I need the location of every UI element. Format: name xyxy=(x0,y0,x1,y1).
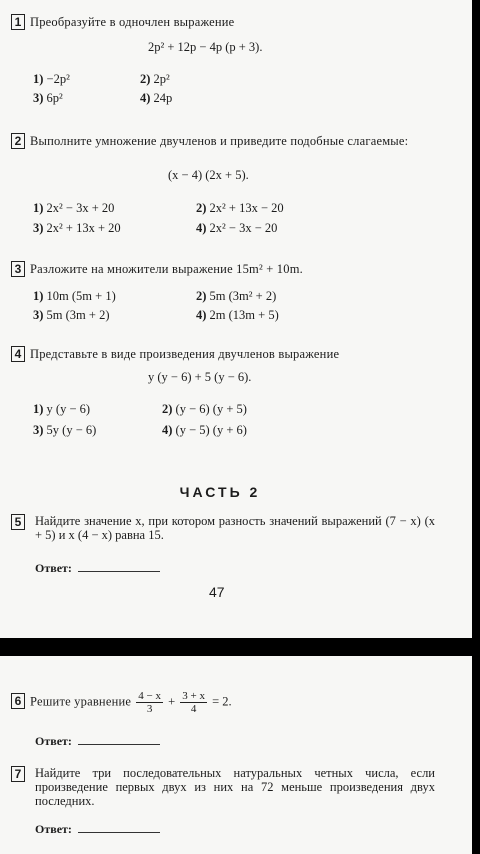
task-2-expression: (x − 4) (2x + 5). xyxy=(168,168,249,182)
task-number: 3 xyxy=(11,261,25,277)
task-text: Выполните умножение двучленов и приведите подобные слагаемые: xyxy=(30,134,409,148)
answer-field-7[interactable] xyxy=(35,822,160,837)
task-number: 1 xyxy=(11,14,25,30)
task-6: 6 Решите уравнение $\frac{4 - x}{3}$ + $\frac{3 + x}{4}$ = 2. xyxy=(11,690,232,715)
task-text: Решите уравнение xyxy=(30,694,132,709)
option-4: 4) 2x² − 3x − 20 xyxy=(196,221,278,235)
task-text: Представьте в виде произведения двучленов выражение xyxy=(30,347,340,361)
answer-field-6[interactable] xyxy=(35,734,160,749)
task-text: Разложите на множители выражение 15m² + 10m. xyxy=(30,262,303,276)
option-2: 2) (y − 6) (y + 5) xyxy=(162,402,247,416)
answer-line[interactable] xyxy=(78,571,160,572)
page-48 xyxy=(0,656,472,854)
option-3: 3) 5y (y − 6) xyxy=(33,423,97,437)
page-number: 47 xyxy=(209,584,225,600)
fraction-1: $\frac{4 - x}{3}$ xyxy=(138,690,161,715)
part-2-heading: ЧАСТЬ 2 xyxy=(179,484,261,500)
task-7-text: Найдите три последовательных натуральных четных числа, если произведение первых двух из них на 72 меньше произведения двух последних. xyxy=(35,766,435,808)
option-1: 1) y (y − 6) xyxy=(33,402,91,416)
answer-label: Ответ: xyxy=(35,734,72,748)
option-1: 1) −2p² xyxy=(33,72,70,86)
task-5-text: Найдите значение x, при котором разность значений выражений (7 − x) (x + 5) и x (4 − x) равна 15. xyxy=(35,514,435,542)
task-5-number xyxy=(11,514,30,530)
option-4: 4) 2m (13m + 5) xyxy=(196,308,279,322)
option-1: 1) 2x² − 3x + 20 xyxy=(33,201,115,215)
task-number: 7 xyxy=(11,766,25,782)
option-2: 2) 2x² + 13x − 20 xyxy=(196,201,284,215)
task-text: Преобразуйте в одночлен выражение xyxy=(30,15,235,29)
option-2: 2) 2p² xyxy=(140,72,170,86)
answer-field-5[interactable] xyxy=(35,561,160,576)
fraction-2: $\frac{3 + x}{4}$ xyxy=(182,690,205,715)
task-3 xyxy=(11,261,303,277)
task-2 xyxy=(11,133,431,149)
task-number: 5 xyxy=(11,514,25,530)
answer-line[interactable] xyxy=(78,744,160,745)
option-4: 4) 24p xyxy=(140,91,173,105)
option-3: 3) 2x² + 13x + 20 xyxy=(33,221,121,235)
option-4: 4) (y − 5) (y + 6) xyxy=(162,423,247,437)
task-4 xyxy=(11,346,339,362)
option-3: 3) 5m (3m + 2) xyxy=(33,308,110,322)
option-3: 3) 6p² xyxy=(33,91,63,105)
task-1-expression: 2p² + 12p − 4p (p + 3). xyxy=(148,40,263,54)
option-1: 1) 10m (5m + 1) xyxy=(33,289,116,303)
task-number: 4 xyxy=(11,346,25,362)
task-7-number xyxy=(11,766,30,782)
task-number: 2 xyxy=(11,133,25,149)
option-2: 2) 5m (3m² + 2) xyxy=(196,289,277,303)
task-4-expression: y (y − 6) + 5 (y − 6). xyxy=(148,370,252,384)
task-1 xyxy=(11,14,234,30)
answer-line[interactable] xyxy=(78,832,160,833)
answer-label: Ответ: xyxy=(35,561,72,575)
task-number: 6 xyxy=(11,693,25,709)
answer-label: Ответ: xyxy=(35,822,72,836)
